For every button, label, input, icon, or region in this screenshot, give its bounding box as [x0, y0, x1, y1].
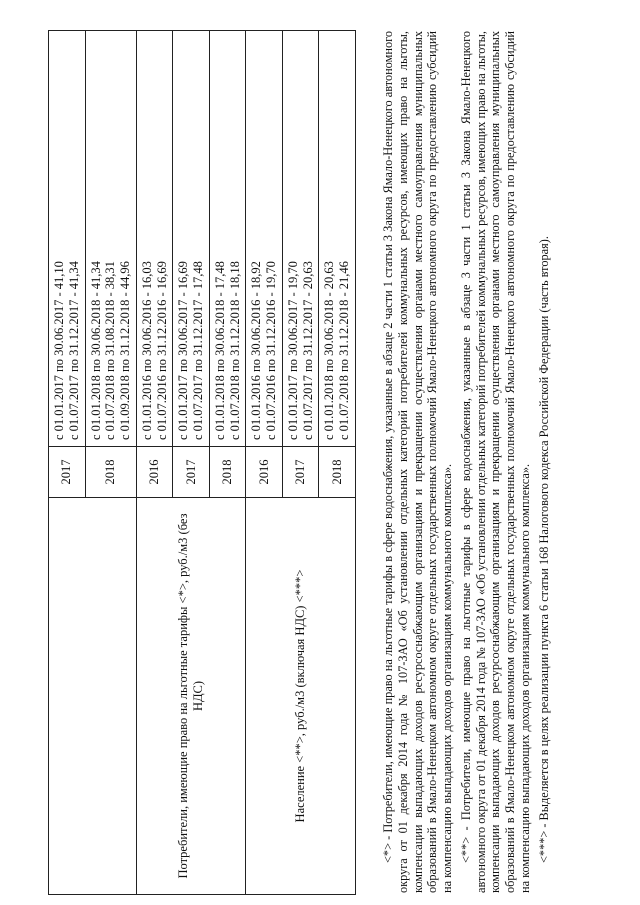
tariff-period: с 01.01.2017 по 30.06.2017 - 19,70: [285, 261, 300, 440]
tariff-period-cell: [49, 31, 86, 447]
tariff-period-cell: [85, 31, 136, 447]
tariff-period: с 01.01.2017 по 30.06.2017 - 16,69: [176, 261, 191, 440]
tariff-period: с 01.07.2018 по 31.12.2018 - 21,46: [337, 261, 351, 440]
tariff-period-cell: [319, 31, 356, 447]
tariff-table: [48, 30, 356, 895]
tariff-period: с 01.07.2018 по 31.08.2018 - 38,31: [103, 261, 118, 440]
table-row: [49, 31, 86, 895]
footnote: <*> - Потребители, имеющие право на льготные тарифы в сфере водоснабжения, указанные в абзаце 2 части 1 статьи 3 Закона Ямало-Ненецкого автономного округа от 01 декабря 2014 года № 107-ЗАО «Об установлении отдельных категорий потребителей коммунальных ресурсов, имеющих право на льготы, компенсации выпадающих доходов ресурсоснабжающим организациям и прекращении осуществления органами местного самоуправления муниципальных образований в Ямало-Ненецком автономном округе отдельных государственных полномочий Ямало-Ненецкого автономного округа по предоставлению субсидий на компенсацию выпадающих доходов организациям коммунального комплекса».: [381, 31, 454, 893]
year-cell: 2017: [173, 447, 210, 498]
tariff-period-cell: [246, 31, 283, 447]
tariff-period: с 01.07.2018 по 31.12.2018 - 18,18: [227, 261, 242, 440]
tariff-period: с 01.01.2016 по 30.06.2016 - 18,92: [249, 261, 264, 440]
tariff-period: с 01.07.2016 по 31.12.2016 - 16,69: [154, 261, 169, 440]
tariff-period: с 01.01.2018 по 30.06.2018 - 41,34: [88, 261, 103, 440]
category-cell: Население <**>, руб./м3 (включая НДС) <***>: [246, 498, 356, 895]
tariff-table-body: [49, 31, 356, 895]
tariff-period: с 01.01.2017 по 30.06.2017 - 41,10: [52, 261, 66, 440]
tariff-period: с 01.01.2018 по 30.06.2018 - 17,48: [212, 261, 227, 440]
year-cell: 2016: [136, 447, 173, 498]
table-row: [246, 31, 283, 895]
tariff-period: с 01.07.2017 по 31.12.2017 - 20,63: [300, 261, 315, 440]
category-cell: [49, 498, 137, 895]
tariff-period: с 01.09.2018 по 31.12.2018 - 44,96: [118, 261, 132, 440]
table-row: [136, 31, 173, 895]
year-cell: 2016: [246, 447, 283, 498]
tariff-period: с 01.07.2017 по 31.12.2017 - 17,48: [191, 261, 205, 440]
tariff-period-cell: [173, 31, 210, 447]
year-cell: 2017: [282, 447, 319, 498]
tariff-period: с 01.07.2017 по 31.12.2017 - 41,34: [66, 261, 81, 440]
tariff-period: с 01.01.2016 по 30.06.2016 - 16,03: [139, 261, 154, 440]
tariff-period-cell: [282, 31, 319, 447]
footnote: <**> - Потребители, имеющие право на льготные тарифы в сфере водоснабжения, указанные в абзаце 3 части 1 статьи 3 Закона Ямало-Ненецкого автономного округа от 01 декабря 2014 года № 107-ЗАО «Об установлении отдельных категорий потребителей коммунальных ресурсов, имеющих право на льготы, компенсации выпадающих доходов ресурсоснабжающим организациям и прекращении осуществления органами местного самоуправления муниципальных образований в Ямало-Ненецком автономном округе отдельных государственных полномочий Ямало-Ненецкого автономного округа по предоставлению субсидий на компенсацию выпадающих доходов организациям коммунального комплекса».: [458, 31, 532, 893]
year-cell: 2017: [49, 447, 86, 498]
tariff-period-cell: [136, 31, 173, 447]
year-cell: 2018: [319, 447, 356, 498]
tariff-period: с 01.01.2018 по 30.06.2018 - 20,63: [322, 261, 337, 440]
tariff-period-cell: [209, 31, 246, 447]
category-cell: Потребители, имеющие право на льготные тарифы <*>, руб./м3 (без НДС): [136, 498, 246, 895]
year-cell: 2018: [85, 447, 136, 498]
footnotes: [381, 31, 555, 893]
year-cell: 2018: [209, 447, 246, 498]
tariff-period: с 01.07.2016 по 31.12.2016 - 19,70: [264, 261, 278, 440]
footnote: <***> - Выделяется в целях реализации пункта 6 статьи 168 Налогового кодекса Российской Федерации (часть вторая).: [536, 236, 551, 863]
